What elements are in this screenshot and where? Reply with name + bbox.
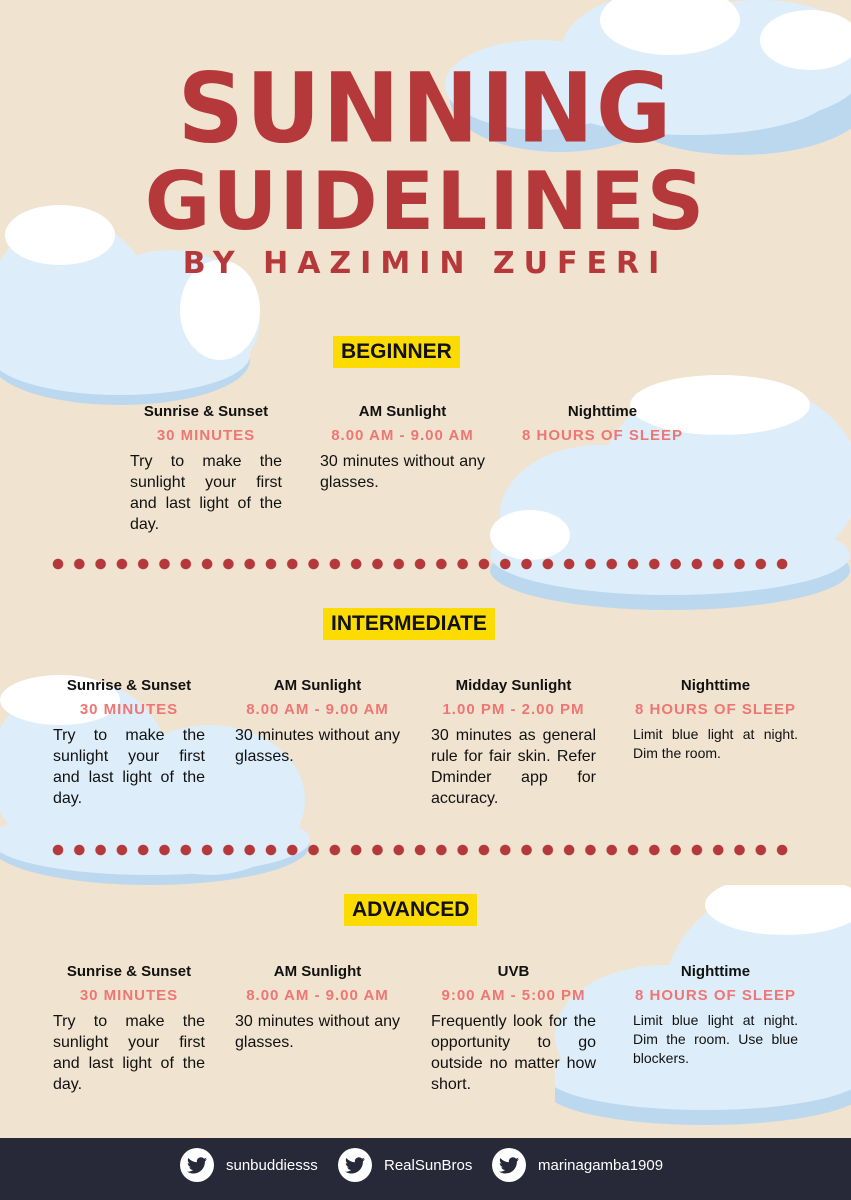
social-link-3[interactable] — [492, 1148, 663, 1182]
beginner-col-night — [520, 403, 685, 444]
col-desc: 30 minutes without any glasses. — [235, 1013, 400, 1051]
col-time: 9:00 AM - 5:00 PM — [441, 987, 586, 1004]
col-time: 8 HOURS OF SLEEP — [634, 701, 797, 718]
col-time: 30 MINUTES — [79, 701, 179, 718]
byline: BY HAZIMIN ZUFERI — [182, 246, 669, 281]
col-desc: Frequently look for the opportunity to go outside no matter how short. — [431, 1013, 596, 1093]
col-desc: 30 minutes without any glasses. — [235, 727, 400, 765]
col-desc: Try to make the sunlight your first and last light of the day. — [130, 453, 282, 533]
intermediate-col-am — [235, 677, 400, 767]
intermediate-col-sunrise — [53, 677, 205, 809]
col-heading: AM Sunlight — [273, 677, 362, 694]
col-desc: Try to make the sunlight your first and last light of the day. — [53, 727, 205, 807]
social-handle: marinagamba1909 — [538, 1156, 664, 1174]
dotted-divider — [52, 558, 797, 570]
social-handle: sunbuddiesss — [226, 1156, 318, 1174]
col-time: 1.00 PM - 2.00 PM — [442, 701, 585, 718]
col-desc: Try to make the sunlight your first and last light of the day. — [53, 1013, 205, 1093]
advanced-col-night — [633, 963, 798, 1068]
col-desc: 30 minutes as general rule for fair skin. Refer Dminder app for accuracy. — [431, 727, 596, 807]
col-heading: AM Sunlight — [273, 963, 362, 980]
advanced-col-am — [235, 963, 400, 1053]
col-time: 8.00 AM - 9.00 AM — [246, 701, 389, 718]
col-desc: Limit blue light at night. Dim the room. Use blue blockers. — [633, 1012, 798, 1066]
page-title-line2: GUIDELINES — [144, 155, 707, 248]
col-time: 8 HOURS OF SLEEP — [634, 987, 797, 1004]
col-time: 8 HOURS OF SLEEP — [521, 427, 684, 444]
col-time: 8.00 AM - 9.00 AM — [246, 987, 389, 1004]
col-time: 30 MINUTES — [79, 987, 179, 1004]
twitter-icon — [338, 1148, 372, 1182]
col-heading: UVB — [497, 963, 530, 980]
page-title-line1: SUNNING — [177, 52, 674, 165]
col-heading: AM Sunlight — [358, 403, 447, 420]
col-heading: Nighttime — [680, 677, 751, 694]
intermediate-col-night — [633, 677, 798, 763]
col-time: 30 MINUTES — [156, 427, 256, 444]
col-heading: Sunrise & Sunset — [66, 677, 192, 694]
intermediate-col-midday — [431, 677, 596, 809]
level-badge-advanced: ADVANCED — [344, 894, 477, 926]
advanced-col-sunrise — [53, 963, 205, 1095]
social-link-2[interactable] — [338, 1148, 472, 1182]
col-desc: 30 minutes without any glasses. — [320, 453, 485, 491]
social-link-1[interactable] — [180, 1148, 318, 1182]
level-badge-beginner: BEGINNER — [333, 336, 460, 368]
col-heading: Midday Sunlight — [455, 677, 572, 694]
col-heading: Sunrise & Sunset — [66, 963, 192, 980]
advanced-col-uvb — [431, 963, 596, 1095]
col-heading: Nighttime — [680, 963, 751, 980]
col-heading: Nighttime — [567, 403, 638, 420]
col-heading: Sunrise & Sunset — [143, 403, 269, 420]
col-desc: Limit blue light at night. Dim the room. — [633, 726, 798, 761]
twitter-icon — [492, 1148, 526, 1182]
social-handle: RealSunBros — [384, 1156, 473, 1174]
dotted-divider — [52, 844, 797, 856]
beginner-col-sunrise — [130, 403, 282, 535]
twitter-icon — [180, 1148, 214, 1182]
beginner-col-am — [320, 403, 485, 493]
level-badge-intermediate: INTERMEDIATE — [323, 608, 495, 640]
col-time: 8.00 AM - 9.00 AM — [331, 427, 474, 444]
